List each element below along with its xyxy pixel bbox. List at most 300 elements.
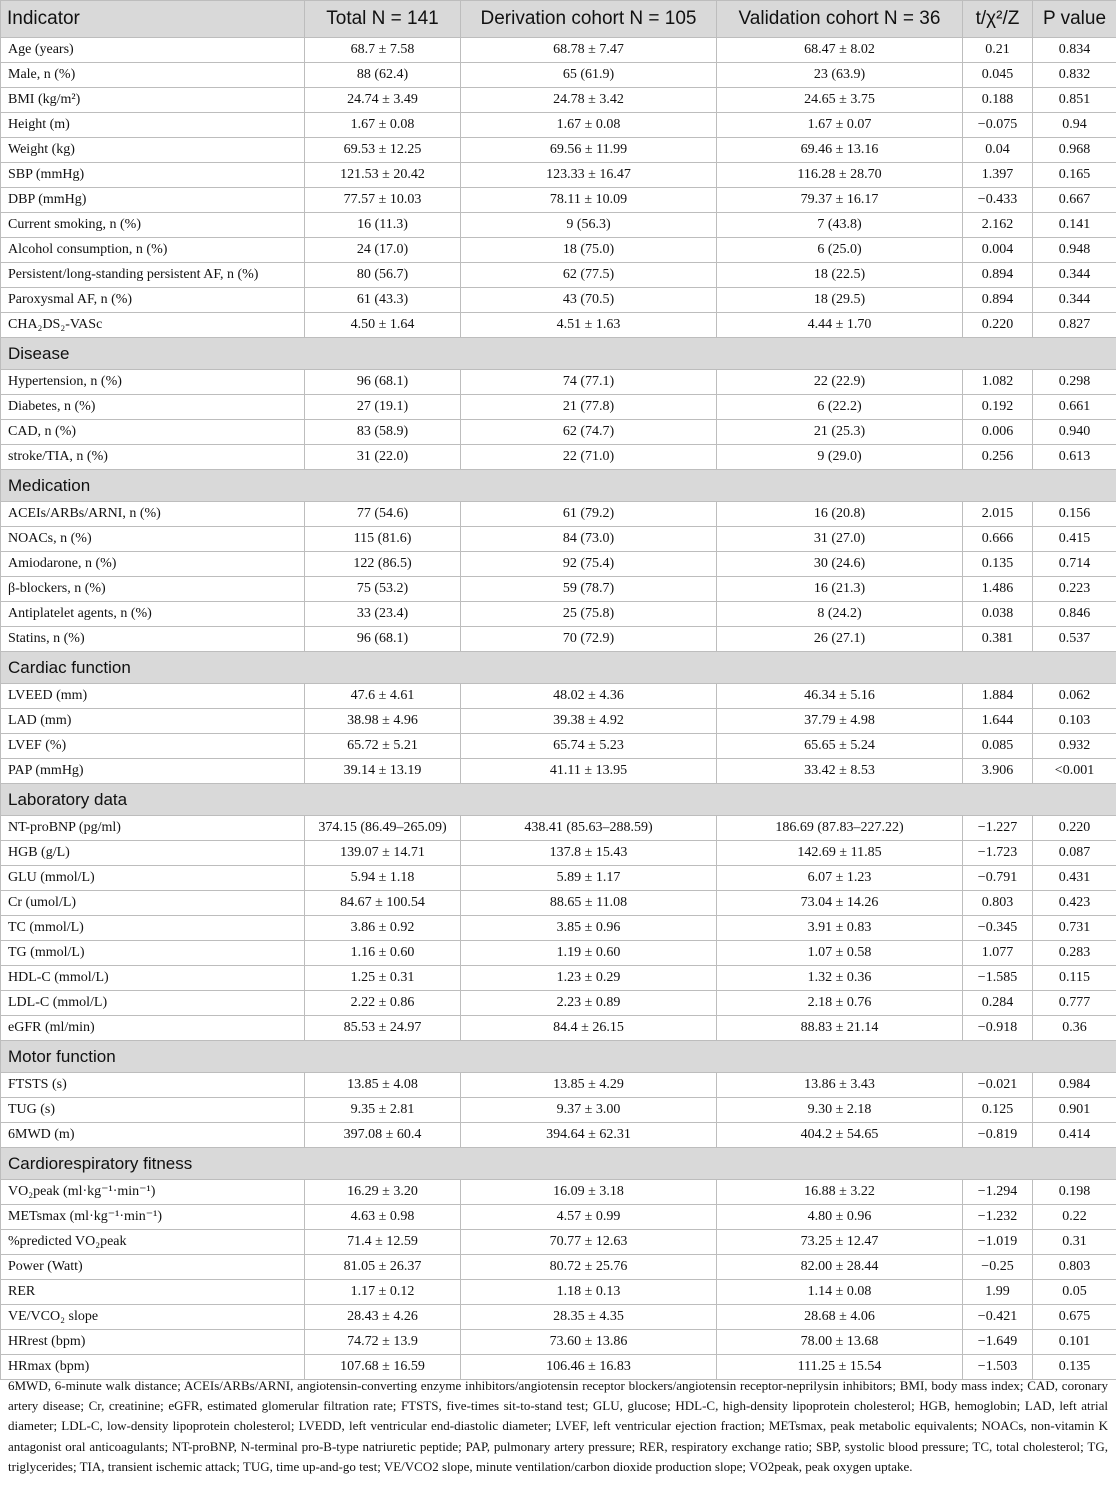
cell-p-value: 0.31 bbox=[1033, 1230, 1116, 1255]
cell-validation: 79.37 ± 16.17 bbox=[717, 188, 963, 213]
cell-statistic: 0.381 bbox=[963, 627, 1033, 652]
cell-derivation: 78.11 ± 10.09 bbox=[461, 188, 717, 213]
cell-derivation: 65.74 ± 5.23 bbox=[461, 734, 717, 759]
cell-validation: 73.25 ± 12.47 bbox=[717, 1230, 963, 1255]
cell-validation: 33.42 ± 8.53 bbox=[717, 759, 963, 784]
cell-statistic: 0.284 bbox=[963, 991, 1033, 1016]
cell-indicator: LDL-C (mmol/L) bbox=[1, 991, 305, 1016]
cell-validation: 6 (25.0) bbox=[717, 238, 963, 263]
cell-p-value: 0.661 bbox=[1033, 395, 1116, 420]
cell-p-value: 0.062 bbox=[1033, 684, 1116, 709]
cell-indicator: 6MWD (m) bbox=[1, 1123, 305, 1148]
cell-p-value: 0.431 bbox=[1033, 866, 1116, 891]
cell-validation: 16 (21.3) bbox=[717, 577, 963, 602]
cell-validation: 78.00 ± 13.68 bbox=[717, 1330, 963, 1355]
table-row bbox=[1, 527, 1116, 552]
cell-statistic: −0.345 bbox=[963, 916, 1033, 941]
cell-total: 77 (54.6) bbox=[305, 502, 461, 527]
cell-total: 61 (43.3) bbox=[305, 288, 461, 313]
table-row bbox=[1, 759, 1116, 784]
cell-statistic: 1.486 bbox=[963, 577, 1033, 602]
table-row bbox=[1, 941, 1116, 966]
cell-derivation: 65 (61.9) bbox=[461, 63, 717, 88]
table-row bbox=[1, 1230, 1116, 1255]
table-row bbox=[1, 709, 1116, 734]
cell-indicator: SBP (mmHg) bbox=[1, 163, 305, 188]
cell-derivation: 1.19 ± 0.60 bbox=[461, 941, 717, 966]
cell-indicator: BMI (kg/m²) bbox=[1, 88, 305, 113]
cell-indicator: TG (mmol/L) bbox=[1, 941, 305, 966]
cell-indicator: LVEF (%) bbox=[1, 734, 305, 759]
cell-total: 5.94 ± 1.18 bbox=[305, 866, 461, 891]
cell-validation: 24.65 ± 3.75 bbox=[717, 88, 963, 113]
cell-total: 69.53 ± 12.25 bbox=[305, 138, 461, 163]
cell-statistic: 0.135 bbox=[963, 552, 1033, 577]
cell-total: 115 (81.6) bbox=[305, 527, 461, 552]
cell-total: 68.7 ± 7.58 bbox=[305, 38, 461, 63]
section-label: Cardiorespiratory fitness bbox=[1, 1148, 1116, 1180]
cell-indicator: HRrest (bpm) bbox=[1, 1330, 305, 1355]
cell-p-value: 0.613 bbox=[1033, 445, 1116, 470]
cell-derivation: 22 (71.0) bbox=[461, 445, 717, 470]
cell-derivation: 123.33 ± 16.47 bbox=[461, 163, 717, 188]
cell-total: 122 (86.5) bbox=[305, 552, 461, 577]
cell-p-value: 0.103 bbox=[1033, 709, 1116, 734]
cell-statistic: −1.294 bbox=[963, 1180, 1033, 1205]
cell-validation: 116.28 ± 28.70 bbox=[717, 163, 963, 188]
cell-derivation: 4.51 ± 1.63 bbox=[461, 313, 717, 338]
cell-p-value: 0.901 bbox=[1033, 1098, 1116, 1123]
cell-p-value: 0.087 bbox=[1033, 841, 1116, 866]
table-row bbox=[1, 188, 1116, 213]
cell-validation: 28.68 ± 4.06 bbox=[717, 1305, 963, 1330]
cell-statistic: 0.894 bbox=[963, 288, 1033, 313]
section-label: Motor function bbox=[1, 1041, 1116, 1073]
table-body bbox=[1, 38, 1116, 1380]
cell-total: 1.67 ± 0.08 bbox=[305, 113, 461, 138]
cell-statistic: 1.99 bbox=[963, 1280, 1033, 1305]
cell-p-value: 0.777 bbox=[1033, 991, 1116, 1016]
cell-statistic: −0.421 bbox=[963, 1305, 1033, 1330]
cell-derivation: 80.72 ± 25.76 bbox=[461, 1255, 717, 1280]
cell-derivation: 137.8 ± 15.43 bbox=[461, 841, 717, 866]
cell-p-value: 0.414 bbox=[1033, 1123, 1116, 1148]
cell-derivation: 84 (73.0) bbox=[461, 527, 717, 552]
cell-total: 3.86 ± 0.92 bbox=[305, 916, 461, 941]
table-row bbox=[1, 38, 1116, 63]
cell-statistic: −0.075 bbox=[963, 113, 1033, 138]
cell-statistic: 1.644 bbox=[963, 709, 1033, 734]
cell-validation: 9.30 ± 2.18 bbox=[717, 1098, 963, 1123]
table-row bbox=[1, 991, 1116, 1016]
cell-total: 13.85 ± 4.08 bbox=[305, 1073, 461, 1098]
table-row bbox=[1, 63, 1116, 88]
cell-total: 80 (56.7) bbox=[305, 263, 461, 288]
header-row bbox=[1, 1, 1116, 38]
cell-validation: 404.2 ± 54.65 bbox=[717, 1123, 963, 1148]
table-row bbox=[1, 288, 1116, 313]
cell-validation: 23 (63.9) bbox=[717, 63, 963, 88]
cell-validation: 88.83 ± 21.14 bbox=[717, 1016, 963, 1041]
cell-p-value: 0.298 bbox=[1033, 370, 1116, 395]
table-row bbox=[1, 163, 1116, 188]
cell-indicator: LAD (mm) bbox=[1, 709, 305, 734]
table-row bbox=[1, 1305, 1116, 1330]
cell-derivation: 59 (78.7) bbox=[461, 577, 717, 602]
cell-total: 88 (62.4) bbox=[305, 63, 461, 88]
cell-total: 4.50 ± 1.64 bbox=[305, 313, 461, 338]
cell-statistic: 0.004 bbox=[963, 238, 1033, 263]
cell-indicator: DBP (mmHg) bbox=[1, 188, 305, 213]
table-row bbox=[1, 370, 1116, 395]
cell-total: 65.72 ± 5.21 bbox=[305, 734, 461, 759]
section-row bbox=[1, 1041, 1116, 1073]
cell-derivation: 1.23 ± 0.29 bbox=[461, 966, 717, 991]
cell-derivation: 74 (77.1) bbox=[461, 370, 717, 395]
cell-indicator: TC (mmol/L) bbox=[1, 916, 305, 941]
cell-p-value: 0.832 bbox=[1033, 63, 1116, 88]
cell-p-value: 0.94 bbox=[1033, 113, 1116, 138]
cell-derivation: 438.41 (85.63–288.59) bbox=[461, 816, 717, 841]
cell-indicator: %predicted VO₂peak bbox=[1, 1230, 305, 1255]
table-row bbox=[1, 420, 1116, 445]
cell-indicator: PAP (mmHg) bbox=[1, 759, 305, 784]
table-row bbox=[1, 816, 1116, 841]
cell-indicator: Paroxysmal AF, n (%) bbox=[1, 288, 305, 313]
table-row bbox=[1, 734, 1116, 759]
cell-validation: 37.79 ± 4.98 bbox=[717, 709, 963, 734]
section-label: Laboratory data bbox=[1, 784, 1116, 816]
cell-derivation: 62 (74.7) bbox=[461, 420, 717, 445]
cell-validation: 6.07 ± 1.23 bbox=[717, 866, 963, 891]
cell-total: 1.17 ± 0.12 bbox=[305, 1280, 461, 1305]
cell-validation: 1.07 ± 0.58 bbox=[717, 941, 963, 966]
cell-validation: 13.86 ± 3.43 bbox=[717, 1073, 963, 1098]
cell-derivation: 21 (77.8) bbox=[461, 395, 717, 420]
cell-validation: 3.91 ± 0.83 bbox=[717, 916, 963, 941]
cell-statistic: −1.649 bbox=[963, 1330, 1033, 1355]
cell-p-value: 0.156 bbox=[1033, 502, 1116, 527]
section-row bbox=[1, 338, 1116, 370]
cell-validation: 31 (27.0) bbox=[717, 527, 963, 552]
cell-p-value: 0.675 bbox=[1033, 1305, 1116, 1330]
cell-derivation: 73.60 ± 13.86 bbox=[461, 1330, 717, 1355]
cell-statistic: −1.232 bbox=[963, 1205, 1033, 1230]
cell-p-value: 0.415 bbox=[1033, 527, 1116, 552]
cell-validation: 2.18 ± 0.76 bbox=[717, 991, 963, 1016]
cell-total: 83 (58.9) bbox=[305, 420, 461, 445]
cell-p-value: 0.537 bbox=[1033, 627, 1116, 652]
cell-p-value: 0.948 bbox=[1033, 238, 1116, 263]
cell-derivation: 9 (56.3) bbox=[461, 213, 717, 238]
cell-statistic: −1.019 bbox=[963, 1230, 1033, 1255]
cell-statistic: −1.723 bbox=[963, 841, 1033, 866]
cell-indicator: stroke/TIA, n (%) bbox=[1, 445, 305, 470]
cell-indicator: Amiodarone, n (%) bbox=[1, 552, 305, 577]
cell-total: 2.22 ± 0.86 bbox=[305, 991, 461, 1016]
cell-total: 397.08 ± 60.4 bbox=[305, 1123, 461, 1148]
cell-statistic: −1.503 bbox=[963, 1355, 1033, 1380]
cell-validation: 18 (29.5) bbox=[717, 288, 963, 313]
cell-indicator: Persistent/long-standing persistent AF, n (%) bbox=[1, 263, 305, 288]
cell-derivation: 68.78 ± 7.47 bbox=[461, 38, 717, 63]
cell-total: 1.16 ± 0.60 bbox=[305, 941, 461, 966]
cell-p-value: 0.05 bbox=[1033, 1280, 1116, 1305]
cell-indicator: LVEED (mm) bbox=[1, 684, 305, 709]
cell-statistic: 0.04 bbox=[963, 138, 1033, 163]
table-row bbox=[1, 841, 1116, 866]
cell-statistic: −0.819 bbox=[963, 1123, 1033, 1148]
cell-statistic: 0.192 bbox=[963, 395, 1033, 420]
section-row bbox=[1, 470, 1116, 502]
cell-derivation: 1.67 ± 0.08 bbox=[461, 113, 717, 138]
cell-validation: 26 (27.1) bbox=[717, 627, 963, 652]
cell-indicator: Male, n (%) bbox=[1, 63, 305, 88]
cell-statistic: −1.227 bbox=[963, 816, 1033, 841]
cell-statistic: 3.906 bbox=[963, 759, 1033, 784]
cell-statistic: 0.894 bbox=[963, 263, 1033, 288]
cell-p-value: 0.968 bbox=[1033, 138, 1116, 163]
cell-validation: 7 (43.8) bbox=[717, 213, 963, 238]
cell-statistic: −0.25 bbox=[963, 1255, 1033, 1280]
cell-indicator: HGB (g/L) bbox=[1, 841, 305, 866]
cell-derivation: 39.38 ± 4.92 bbox=[461, 709, 717, 734]
cell-indicator: VE/VCO₂ slope bbox=[1, 1305, 305, 1330]
cell-derivation: 24.78 ± 3.42 bbox=[461, 88, 717, 113]
section-row bbox=[1, 652, 1116, 684]
cell-statistic: 2.015 bbox=[963, 502, 1033, 527]
cell-indicator: CAD, n (%) bbox=[1, 420, 305, 445]
cell-p-value: 0.344 bbox=[1033, 288, 1116, 313]
cell-statistic: −0.791 bbox=[963, 866, 1033, 891]
cell-p-value: 0.932 bbox=[1033, 734, 1116, 759]
cell-p-value: 0.101 bbox=[1033, 1330, 1116, 1355]
cell-p-value: 0.198 bbox=[1033, 1180, 1116, 1205]
cell-statistic: 1.397 bbox=[963, 163, 1033, 188]
cell-indicator: Diabetes, n (%) bbox=[1, 395, 305, 420]
cell-p-value: 0.834 bbox=[1033, 38, 1116, 63]
cell-total: 107.68 ± 16.59 bbox=[305, 1355, 461, 1380]
cell-statistic: 0.006 bbox=[963, 420, 1033, 445]
cell-indicator: Cr (umol/L) bbox=[1, 891, 305, 916]
cell-derivation: 9.37 ± 3.00 bbox=[461, 1098, 717, 1123]
cell-p-value: <0.001 bbox=[1033, 759, 1116, 784]
section-label: Medication bbox=[1, 470, 1116, 502]
cell-statistic: −0.433 bbox=[963, 188, 1033, 213]
cell-derivation: 48.02 ± 4.36 bbox=[461, 684, 717, 709]
cell-p-value: 0.667 bbox=[1033, 188, 1116, 213]
cell-total: 374.15 (86.49–265.09) bbox=[305, 816, 461, 841]
table-row bbox=[1, 966, 1116, 991]
cell-derivation: 16.09 ± 3.18 bbox=[461, 1180, 717, 1205]
cell-validation: 4.44 ± 1.70 bbox=[717, 313, 963, 338]
cell-total: 81.05 ± 26.37 bbox=[305, 1255, 461, 1280]
cell-p-value: 0.36 bbox=[1033, 1016, 1116, 1041]
cell-derivation: 1.18 ± 0.13 bbox=[461, 1280, 717, 1305]
cell-statistic: 0.666 bbox=[963, 527, 1033, 552]
table-footnote: 6MWD, 6-minute walk distance; ACEIs/ARBs/ARNI, angiotensin-converting enzyme inhibitors/angiotensin receptor blockers/angiotensin receptor-neprilysin inhibitors; BMI, body mass index; CAD, coronary artery disease; Cr, creatinine; eGFR, estimated glomerular filtration rate; FTSTS, five-times sit-to-stand test; GLU, glucose; HDL-C, high-density lipoprotein cholesterol; HGB, hemoglobin; LAD, left atrial diameter; LDL-C, low-density lipoprotein cholesterol; LVEDD, left ventricular end-diastolic diameter; LVEF, left ventricular ejection fraction; METsmax, peak metabolic equivalents; NOACs, non-vitamin K antagonist oral anticoagulants; NT-proBNP, N-terminal pro-B-type natriuretic peptide; PAP, pulmonary artery pressure; RER, respiratory exchange ratio; SBP, systolic blood pressure; TC, total cholesterol; TG, triglycerides; TIA, transient ischemic attack; TUG, time up-and-go test; VE/VCO2 slope, minute ventilation/carbon dioxide production slope; VO2peak, peak oxygen uptake. bbox=[8, 1378, 1108, 1474]
cell-p-value: 0.141 bbox=[1033, 213, 1116, 238]
table-row bbox=[1, 891, 1116, 916]
cell-indicator: Height (m) bbox=[1, 113, 305, 138]
cell-derivation: 43 (70.5) bbox=[461, 288, 717, 313]
cell-validation: 142.69 ± 11.85 bbox=[717, 841, 963, 866]
cell-derivation: 28.35 ± 4.35 bbox=[461, 1305, 717, 1330]
cell-derivation: 69.56 ± 11.99 bbox=[461, 138, 717, 163]
table-row bbox=[1, 395, 1116, 420]
cell-indicator: β-blockers, n (%) bbox=[1, 577, 305, 602]
cell-p-value: 0.22 bbox=[1033, 1205, 1116, 1230]
cell-indicator: Current smoking, n (%) bbox=[1, 213, 305, 238]
cell-indicator: HDL-C (mmol/L) bbox=[1, 966, 305, 991]
cell-statistic: 1.077 bbox=[963, 941, 1033, 966]
cell-total: 74.72 ± 13.9 bbox=[305, 1330, 461, 1355]
cell-statistic: 1.082 bbox=[963, 370, 1033, 395]
table-row bbox=[1, 866, 1116, 891]
cell-total: 28.43 ± 4.26 bbox=[305, 1305, 461, 1330]
table-row bbox=[1, 916, 1116, 941]
cell-total: 4.63 ± 0.98 bbox=[305, 1205, 461, 1230]
table-row bbox=[1, 1205, 1116, 1230]
cell-p-value: 0.115 bbox=[1033, 966, 1116, 991]
cell-total: 16 (11.3) bbox=[305, 213, 461, 238]
cell-statistic: 2.162 bbox=[963, 213, 1033, 238]
cell-indicator: FTSTS (s) bbox=[1, 1073, 305, 1098]
table-row bbox=[1, 1098, 1116, 1123]
cell-indicator: METsmax (ml·kg⁻¹·min⁻¹) bbox=[1, 1205, 305, 1230]
section-label: Disease bbox=[1, 338, 1116, 370]
table-row bbox=[1, 263, 1116, 288]
header-total: Total N = 141 bbox=[305, 1, 461, 38]
section-row bbox=[1, 784, 1116, 816]
cell-indicator: TUG (s) bbox=[1, 1098, 305, 1123]
cell-validation: 16.88 ± 3.22 bbox=[717, 1180, 963, 1205]
cell-total: 96 (68.1) bbox=[305, 627, 461, 652]
cell-p-value: 0.135 bbox=[1033, 1355, 1116, 1380]
cell-validation: 1.14 ± 0.08 bbox=[717, 1280, 963, 1305]
cell-derivation: 13.85 ± 4.29 bbox=[461, 1073, 717, 1098]
cell-validation: 68.47 ± 8.02 bbox=[717, 38, 963, 63]
cell-total: 31 (22.0) bbox=[305, 445, 461, 470]
cell-statistic: 0.220 bbox=[963, 313, 1033, 338]
cell-derivation: 70.77 ± 12.63 bbox=[461, 1230, 717, 1255]
cell-statistic: 0.21 bbox=[963, 38, 1033, 63]
cell-validation: 16 (20.8) bbox=[717, 502, 963, 527]
cell-statistic: −1.585 bbox=[963, 966, 1033, 991]
cell-derivation: 25 (75.8) bbox=[461, 602, 717, 627]
header-indicator: Indicator bbox=[1, 1, 305, 38]
cell-statistic: −0.021 bbox=[963, 1073, 1033, 1098]
cell-validation: 1.32 ± 0.36 bbox=[717, 966, 963, 991]
cell-validation: 69.46 ± 13.16 bbox=[717, 138, 963, 163]
cell-statistic: 0.803 bbox=[963, 891, 1033, 916]
cell-total: 27 (19.1) bbox=[305, 395, 461, 420]
cell-total: 71.4 ± 12.59 bbox=[305, 1230, 461, 1255]
cell-total: 24.74 ± 3.49 bbox=[305, 88, 461, 113]
cell-derivation: 394.64 ± 62.31 bbox=[461, 1123, 717, 1148]
cell-indicator: Antiplatelet agents, n (%) bbox=[1, 602, 305, 627]
cell-total: 75 (53.2) bbox=[305, 577, 461, 602]
cell-validation: 186.69 (87.83–227.22) bbox=[717, 816, 963, 841]
header-statistic: t/χ²/Z bbox=[963, 1, 1033, 38]
cell-statistic: 1.884 bbox=[963, 684, 1033, 709]
table-row bbox=[1, 213, 1116, 238]
cell-statistic: −0.918 bbox=[963, 1016, 1033, 1041]
cell-indicator: NOACs, n (%) bbox=[1, 527, 305, 552]
cell-validation: 9 (29.0) bbox=[717, 445, 963, 470]
table-row bbox=[1, 502, 1116, 527]
cell-total: 121.53 ± 20.42 bbox=[305, 163, 461, 188]
cell-statistic: 0.188 bbox=[963, 88, 1033, 113]
cell-validation: 22 (22.9) bbox=[717, 370, 963, 395]
table-row bbox=[1, 552, 1116, 577]
cell-indicator: eGFR (ml/min) bbox=[1, 1016, 305, 1041]
cell-derivation: 3.85 ± 0.96 bbox=[461, 916, 717, 941]
cell-p-value: 0.220 bbox=[1033, 816, 1116, 841]
cell-statistic: 0.125 bbox=[963, 1098, 1033, 1123]
cell-total: 38.98 ± 4.96 bbox=[305, 709, 461, 734]
cell-statistic: 0.045 bbox=[963, 63, 1033, 88]
cell-validation: 82.00 ± 28.44 bbox=[717, 1255, 963, 1280]
cell-indicator: GLU (mmol/L) bbox=[1, 866, 305, 891]
cell-total: 9.35 ± 2.81 bbox=[305, 1098, 461, 1123]
cell-total: 139.07 ± 14.71 bbox=[305, 841, 461, 866]
cell-total: 39.14 ± 13.19 bbox=[305, 759, 461, 784]
cell-derivation: 41.11 ± 13.95 bbox=[461, 759, 717, 784]
table-row bbox=[1, 1123, 1116, 1148]
table-row bbox=[1, 138, 1116, 163]
table-row bbox=[1, 1255, 1116, 1280]
table-row bbox=[1, 1016, 1116, 1041]
cell-indicator: ACEIs/ARBs/ARNI, n (%) bbox=[1, 502, 305, 527]
cell-validation: 8 (24.2) bbox=[717, 602, 963, 627]
table-row bbox=[1, 1280, 1116, 1305]
cell-p-value: 0.803 bbox=[1033, 1255, 1116, 1280]
cell-validation: 4.80 ± 0.96 bbox=[717, 1205, 963, 1230]
cell-indicator: Alcohol consumption, n (%) bbox=[1, 238, 305, 263]
table-row bbox=[1, 627, 1116, 652]
cell-derivation: 5.89 ± 1.17 bbox=[461, 866, 717, 891]
header-derivation: Derivation cohort N = 105 bbox=[461, 1, 717, 38]
header-p-value: P value bbox=[1033, 1, 1116, 38]
cell-total: 84.67 ± 100.54 bbox=[305, 891, 461, 916]
cell-validation: 30 (24.6) bbox=[717, 552, 963, 577]
table-row bbox=[1, 1180, 1116, 1205]
cell-total: 77.57 ± 10.03 bbox=[305, 188, 461, 213]
cell-total: 16.29 ± 3.20 bbox=[305, 1180, 461, 1205]
cell-validation: 65.65 ± 5.24 bbox=[717, 734, 963, 759]
cell-indicator: NT-proBNP (pg/ml) bbox=[1, 816, 305, 841]
cell-derivation: 88.65 ± 11.08 bbox=[461, 891, 717, 916]
cell-indicator: CHA₂DS₂-VASc bbox=[1, 313, 305, 338]
cell-indicator: Statins, n (%) bbox=[1, 627, 305, 652]
cell-indicator: Hypertension, n (%) bbox=[1, 370, 305, 395]
cell-p-value: 0.846 bbox=[1033, 602, 1116, 627]
cell-derivation: 61 (79.2) bbox=[461, 502, 717, 527]
cell-statistic: 0.085 bbox=[963, 734, 1033, 759]
table-row bbox=[1, 88, 1116, 113]
cell-indicator: Power (Watt) bbox=[1, 1255, 305, 1280]
cell-derivation: 84.4 ± 26.15 bbox=[461, 1016, 717, 1041]
section-label: Cardiac function bbox=[1, 652, 1116, 684]
cell-indicator: Weight (kg) bbox=[1, 138, 305, 163]
cell-p-value: 0.731 bbox=[1033, 916, 1116, 941]
cell-total: 33 (23.4) bbox=[305, 602, 461, 627]
table-row bbox=[1, 113, 1116, 138]
table-row bbox=[1, 577, 1116, 602]
cell-derivation: 92 (75.4) bbox=[461, 552, 717, 577]
header-validation: Validation cohort N = 36 bbox=[717, 1, 963, 38]
